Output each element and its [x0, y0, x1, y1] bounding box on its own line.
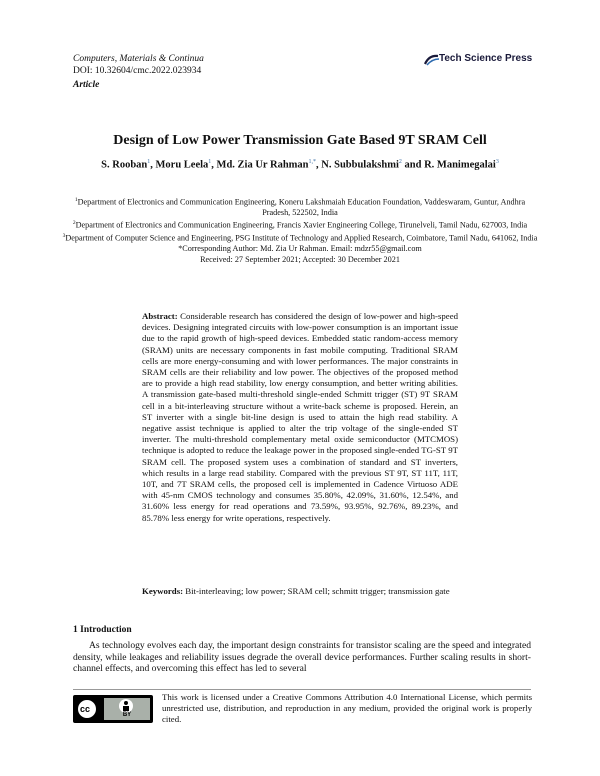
footer-divider [73, 689, 531, 690]
author-name: S. Rooban [101, 159, 148, 171]
abstract-text: Considerable research has considered the design of low-power and high-speed devices. Designing integrated circuits with low-power consumption is an important issue due to the rapid growth of high-speed devices. Embedded static random-access memory (SRAM) units are necessary components in fast mobile computing. Traditional SRAM cells are more energy-consuming and with lower performances. The major constraints in SRAM cells are their reliability and low power. The objectives of the proposed method are to provide a high read stability, low energy consumption, and better writing abilities. A transmission gate-based multi-threshold single-ended Schmitt trigger (ST) 9T SRAM cell in a bit-interleaving structure without a write-back scheme is proposed. Herein, an ST inverter with a single bit-line design is used to attain the high read stability. A negative assist technique is applied to alter the trip voltage of the single-ended ST inverter. The multi-threshold complementary metal oxide semiconductor (MTCMOS) technique is adopted to reduce the leakage power in the proposed single-ended TG-ST 9T SRAM cell. The proposed system uses a combination of standard and ST inverters, which results in a large read stability. Compared with the previous ST 9T, ST 11T, 11T, 10T, and 7T SRAM cells, the proposed cell is implemented in Cadence Virtuoso ADE with 45-nm CMOS technology and consumes 35.80%, 42.09%, 31.60%, 12.54%, and 31.60% less energy for read operations and 73.59%, 93.95%, 92.76%, 89.23%, and 85.78% less energy for write operations, respectively. [142, 311, 458, 523]
journal-name: Computers, Materials & Continua [73, 54, 204, 64]
author-name: R. Manimegalai [424, 159, 496, 171]
cc-icon [76, 698, 98, 720]
cc-by-license-badge[interactable] [73, 695, 153, 723]
doi[interactable]: DOI: 10.32604/cmc.2022.023934 [73, 66, 202, 76]
keywords-text: Bit-interleaving; low power; SRAM cell; schmitt trigger; transmission gate [185, 586, 450, 596]
author-affil-sup[interactable]: 1 [208, 159, 212, 165]
section-heading: 1 Introduction [73, 625, 132, 635]
license-text: This work is licensed under a Creative Commons Attribution 4.0 International License, which permits unrestricted use, distribution, and reproduction in any medium, provided the original work is properly cited. [162, 692, 532, 724]
by-box [104, 698, 150, 720]
keywords-label: Keywords: [142, 586, 184, 596]
keywords [142, 586, 458, 597]
intro-paragraph: As technology evolves each day, the important design constraints for transistor scaling are the speed and integrated density, while leakages and reliability issues degrade the overall device performances. Further scaling results in short-channel effects, and overcoming this effect has led to several [73, 640, 531, 674]
author-name: Md. Zia Ur Rahman [216, 159, 309, 171]
article-type: Article [73, 80, 100, 90]
abstract [142, 311, 458, 524]
paper-title: Design of Low Power Transmission Gate Based 9T SRAM Cell [113, 133, 487, 148]
corresponding-author: *Corresponding Author: Md. Zia Ur Rahman. Email: mdzr55@gmail.com [178, 244, 422, 254]
cc-label: cc [80, 704, 91, 714]
author-affil-sup[interactable]: 3 [495, 159, 499, 165]
affiliations [60, 195, 540, 265]
author-affil-sup[interactable]: 1,* [308, 159, 317, 165]
publisher-name: Tech Science Press [439, 53, 533, 64]
affiliation: $^1$Department of Electronics and Communication Engineering, Koneru Lakshmaiah Education Foundation, Vaddeswaram, Guntur, Andhra Pradesh, 522502, India [74, 197, 526, 218]
abstract-label: Abstract: [142, 311, 178, 321]
publisher-swoosh-icon [424, 54, 440, 66]
author-affil-sup[interactable]: 1 [147, 159, 151, 165]
publisher-logo [424, 53, 542, 67]
received-accepted-dates: Received: 27 September 2021; Accepted: 30 December 2021 [200, 254, 400, 264]
attribution-person-icon [119, 699, 133, 713]
author-name: Moru Leela [155, 159, 209, 171]
affiliation: $^2$Department of Electronics and Communication Engineering, Francis Xavier Engineering College, Tirunelveli, Tamil Nadu, 627003, India [72, 220, 528, 231]
author-list: S. Rooban$^1$, Moru Leela$^1$, Md. Zia Ur Rahman$^{1,*}$, N. Subbulakshmi$^2$ and R. Manimegalai$^3$ [101, 159, 499, 171]
by-label: BY [122, 712, 132, 718]
author-affil-sup[interactable]: 2 [398, 159, 402, 165]
affiliation: $^3$Department of Computer Science and Engineering, PSG Institute of Technology and Applied Research, Coimbatore, Tamil Nadu, 641062, India [62, 233, 538, 244]
author-name: N. Subbulakshmi [321, 159, 399, 171]
